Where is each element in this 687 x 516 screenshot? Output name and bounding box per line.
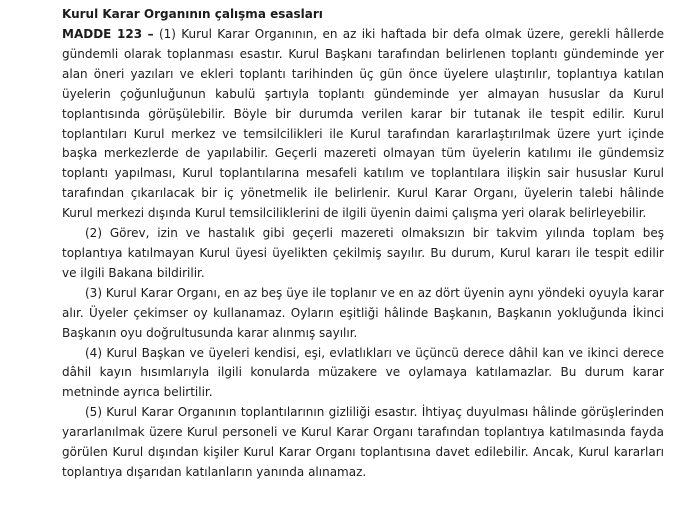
document-page	[62, 3, 664, 483]
paragraph-2: (2) Görev, izin ve hastalık gibi geçerli mazereti olmaksızın bir takvim yılında toplam beş toplantıya katılmayan Kurul üyesi üyelikten çekilmiş sayılır. Bu durum, Kurul kararı ile tespit edilir ve ilgili Bakana bildirilir.	[62, 226, 664, 280]
paragraph-5: (5) Kurul Karar Organının toplantılarının gizliliği esastır. İhtiyaç duyulması hâlinde görüşlerinden yararlanılmak üzere Kurul personeli ve Kurul Karar Organı tarafından toplantıya katılmasında fayda görülen Kurul dışından kişiler Kurul Karar Organı toplantısına davet edilebilir. Ancak, Kurul kararları toplantıya dışarıdan katılanların yanında alınamaz.	[62, 405, 664, 479]
paragraph-4: (4) Kurul Başkan ve üyeleri kendisi, eşi, evlatlıkları ve üçüncü derece dâhil kan ve ikinci derece dâhil kayın hısımlarıyla ilgili konularda müzakere ve oylamaya katılamazlar. Bu durum karar metninde ayrıca belirtilir.	[62, 345, 664, 400]
paragraph-1-text: (1) Kurul Karar Organının, en az iki haftada bir defa olmak üzere, gerekli hâllerde gündemli olarak toplanması esastır. Kurul Başkanı tarafından belirlenen toplantı gündeminde yer alan öneri yazıları ve ekleri toplantı tarihinden üç gün önce üyelere ulaştırılır, toplantıya katılan üyelerin çoğunluğunun kabulü şartıyla toplantı gündeminde yer almayan hususlar da Kurul toplantısında görüşülebilir. Böyle bir durumda verilen karar bir tutanak ile tespit edilir. Kurul toplantıları Kurul merkez ve temsilcilikleri ile Kurul tarafından kararlaştırılmak üzere yurt içinde başka merkezlerde de yapılabilir. Geçerli mazereti olmayan tüm üyelerin katılımı ile gündemsiz toplantı yapılması, Kurul toplantılarına mesafeli katılım ve toplantılara ilişkin sair hususlar Kurul tarafından çıkarılacak bir iç yönetmelik ile belirlenir. Kurul Karar Organı, üyelerin talebi hâlinde Kurul merkezi dışında Kurul temsilciliklerini de ilgili üyenin daimi çalışma yeri olarak belirleyebilir.	[62, 27, 664, 221]
article-number: MADDE 123 –	[62, 27, 154, 41]
paragraph-1	[62, 25, 664, 224]
section-title: Kurul Karar Organının çalışma esasları	[62, 7, 323, 21]
paragraph-3: (3) Kurul Karar Organı, en az beş üye ile toplanır ve en az dört üyenin aynı yöndeki oyuyla karar alır. Üyeler çekimser oy kullanamaz. Oyların eşitliği hâlinde Başkanın, Başkanın yokluğunda İkinci Başkanın oyu doğrultusunda karar alınmış sayılır.	[62, 285, 664, 340]
